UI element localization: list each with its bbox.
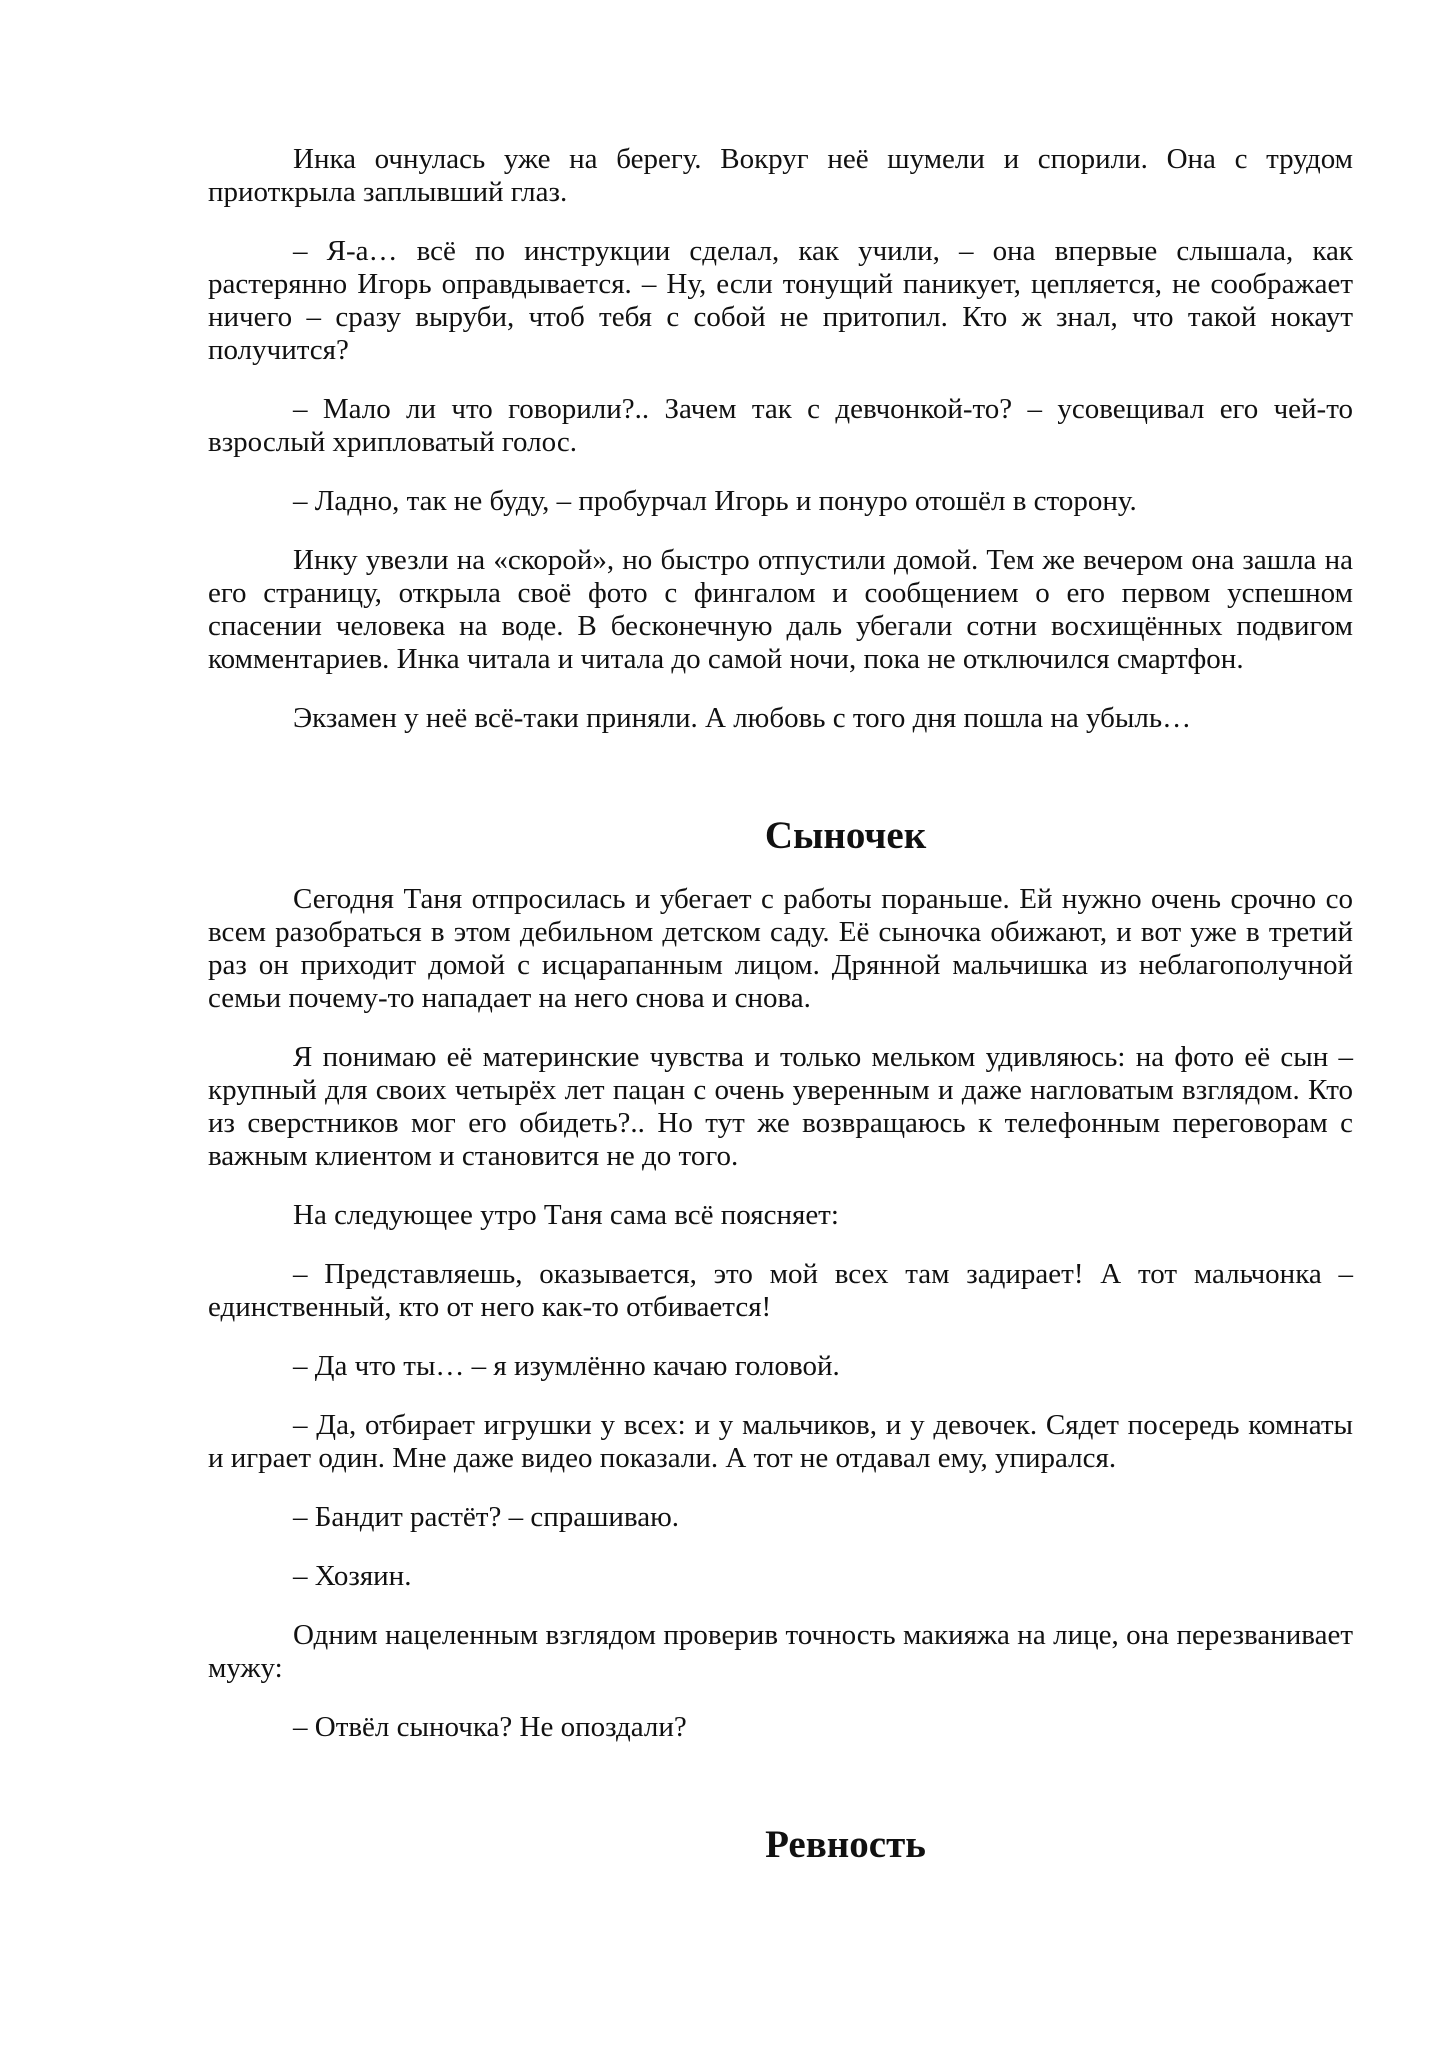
paragraph: Сегодня Таня отпросилась и убегает с работы пораньше. Ей нужно очень срочно со всем разобраться в этом дебильном детском саду. Её сыночка обижают, и вот уже в третий раз он приходит домой с исцарапанным лицом. Дрянной мальчишка из неблагополучной семьи почему-то нападает на него снова и снова. — [208, 883, 1353, 1014]
paragraph: – Я-а… всё по инструкции сделал, как учили, – она впервые слышала, как растерянно Игорь оправдывается. – Ну, если тонущий паникует, цепляется, не соображает ничего – сразу выруби, чтоб тебя с собой не притопил. Кто ж знал, что такой нокаут получится? — [208, 235, 1353, 366]
paragraph: Экзамен у неё всё-таки приняли. А любовь с того дня пошла на убыль… — [293, 702, 1192, 734]
paragraph: – Бандит растёт? – спрашиваю. — [293, 1501, 680, 1533]
paragraph: Одним нацеленным взглядом проверив точность макияжа на лице, она перезванивает мужу: — [208, 1619, 1353, 1684]
section-heading-synochek: Сыночек — [764, 814, 927, 857]
paragraph: – Да, отбирает игрушки у всех: и у мальчиков, и у девочек. Сядет посередь комнаты и играет один. Мне даже видео показали. А тот не отдавал ему, упирался. — [208, 1409, 1353, 1474]
paragraph: – Представляешь, оказывается, это мой всех там задирает! А тот мальчонка – единственный, кто от него как-то отбивается! — [208, 1258, 1353, 1323]
paragraph: – Отвёл сыночка? Не опоздали? — [293, 1711, 687, 1743]
paragraph: Инку увезли на «скорой», но быстро отпустили домой. Тем же вечером она зашла на его страницу, открыла своё фото с фингалом и сообщением о его первом успешном спасении человека на воде. В бесконечную даль убегали сотни восхищённых подвигом комментариев. Инка читала и читала до самой ночи, пока не отключился смартфон. — [208, 544, 1353, 675]
paragraph: Я понимаю её материнские чувства и только мельком удивляюсь: на фото её сын – крупный для своих четырёх лет пацан с очень уверенным и даже нагловатым взглядом. Кто из сверстников мог его обидеть?.. Но тут же возвращаюсь к телефонным переговорам с важным клиентом и становится не до того. — [208, 1041, 1353, 1172]
paragraph: На следующее утро Таня сама всё поясняет: — [293, 1199, 839, 1231]
paragraph: – Ладно, так не буду, – пробурчал Игорь и понуро отошёл в сторону. — [293, 485, 1137, 517]
paragraph: – Да что ты… – я изумлённо качаю головой. — [293, 1350, 840, 1382]
paragraph: Инка очнулась уже на берегу. Вокруг неё шумели и спорили. Она с трудом приоткрыла заплывший глаз. — [208, 143, 1353, 208]
paragraph: – Мало ли что говорили?.. Зачем так с девчонкой-то? – усовещивал его чей-то взрослый хрипловатый голос. — [208, 393, 1353, 458]
section-heading-revnost: Ревность — [765, 1823, 926, 1866]
paragraph: – Хозяин. — [293, 1560, 412, 1592]
